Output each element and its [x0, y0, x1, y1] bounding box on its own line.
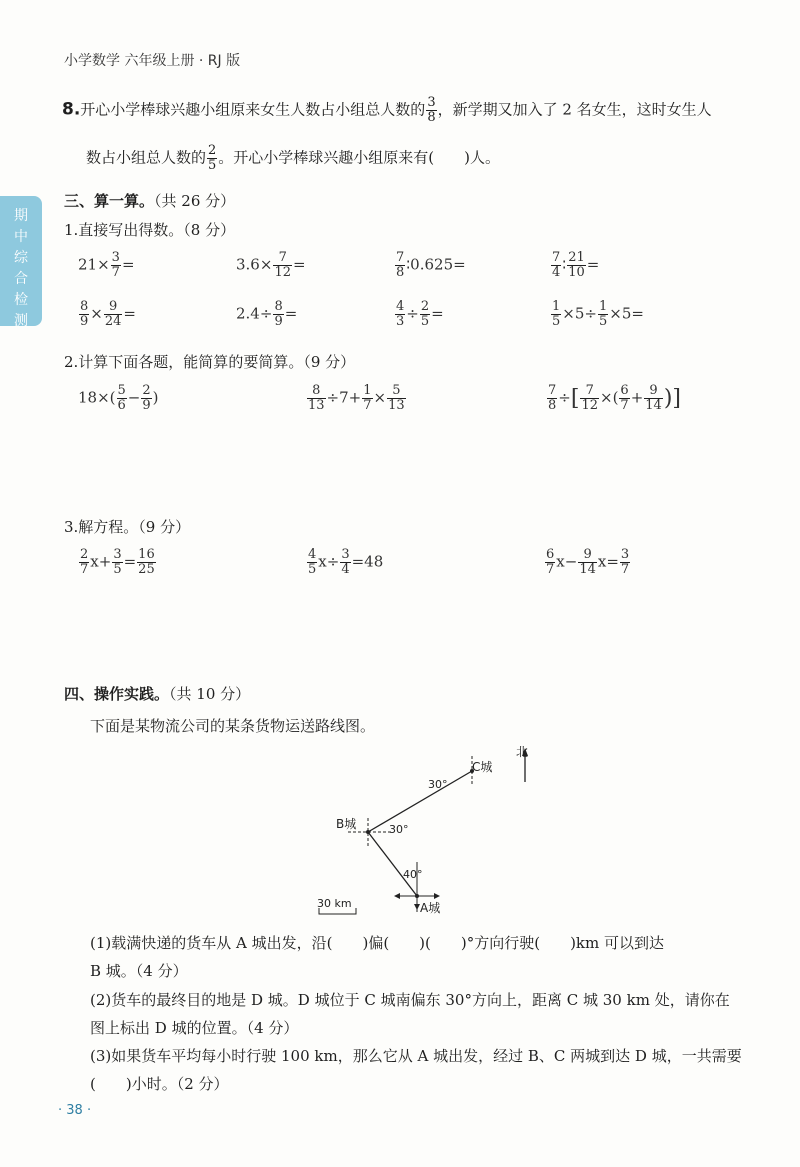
scale-label: 30 km — [317, 897, 352, 910]
expression: $\frac{1}{5}$ ×5÷ $\frac{1}{5}$ ×5= — [552, 299, 644, 329]
expression: $\frac{8}{9}$ × $\frac{9}{24}$ = — [80, 299, 136, 329]
part-3-title: 3.解方程。（9 分） — [64, 518, 191, 536]
subquestion-2-line1: (2)货车的最终目的地是 D 城。D 城位于 C 城南偏东 30°方向上，距离 C 城 30 km 处，请你在 — [90, 991, 730, 1009]
question-text: 数占小组总人数的 — [86, 148, 207, 167]
section-title: 三、算一算。 — [64, 192, 155, 210]
subquestion-1-line1: (1)载满快递的货车从 A 城出发，沿( )偏( )( )°方向行驶( )km 可以到达 — [90, 934, 665, 952]
expression: 21× $\frac{3}{7}$ = — [78, 250, 135, 280]
expression: 3.6× $\frac{7}{12}$ = — [236, 250, 306, 280]
expression: $\frac{7}{4}$ ∶ $\frac{21}{10}$ = — [552, 250, 600, 280]
expression: 18×( $\frac{5}{6}$ − $\frac{2}{9}$ ) — [78, 383, 159, 413]
a-east-arrow — [434, 893, 440, 899]
expression: $\frac{7}{8}$ ÷[ $\frac{7}{12}$ ×( $\frac{6}{7}$ + $\frac{9}{14}$ )] — [548, 383, 681, 413]
question-text: 。开心小学棒球兴趣小组原来有( )人。 — [218, 148, 501, 167]
city-a-label: A城 — [420, 901, 441, 915]
a-west-arrow — [394, 893, 400, 899]
route-a-b — [368, 832, 417, 896]
section-score: （共 10 分） — [169, 685, 251, 703]
section-title: 四、操作实践。 — [64, 685, 170, 703]
part-1-title: 1.直接写出得数。（8 分） — [64, 221, 236, 239]
question-text: ，新学期又加入了 2 名女生，这时女生人 — [437, 100, 712, 119]
side-tab — [0, 196, 42, 329]
expression: $\frac{8}{13}$ ÷7+ $\frac{1}{7}$ × $\frac{5}{13}$ — [308, 383, 405, 413]
subquestion-2-line2: 图上标出 D 城的位置。（4 分） — [90, 1019, 299, 1037]
fraction: $\frac{3}{8}$ — [427, 95, 436, 125]
fraction: $\frac{2}{5}$ — [208, 143, 217, 173]
city-b-label: B城 — [336, 817, 357, 831]
angle-b-label: 30° — [389, 823, 409, 836]
equation: $\frac{2}{7}$ x+ $\frac{3}{5}$ = $\frac{16}{25}$ — [80, 547, 155, 577]
question-number: 8. — [62, 99, 81, 120]
subquestion-1-line2: B 城。（4 分） — [90, 962, 188, 980]
page-header: 小学数学 六年级上册 · RJ 版 — [64, 53, 241, 69]
section-4-heading — [64, 683, 250, 704]
route-b-c — [368, 771, 472, 832]
part-2-title: 2.计算下面各题，能简算的要简算。（9 分） — [64, 353, 356, 371]
expression: $\frac{4}{3}$ ÷ $\frac{2}{5}$ = — [396, 299, 444, 329]
subquestion-3-line2: ( )小时。（2 分） — [90, 1075, 229, 1093]
angle-c-label: 30° — [428, 778, 448, 791]
equation: $\frac{6}{7}$ x− $\frac{9}{14}$ x= $\frac{3}{7}$ — [546, 547, 630, 577]
question-8-line2 — [86, 144, 500, 173]
expression: 2.4÷ $\frac{8}{9}$ = — [236, 299, 298, 329]
section-4-intro: 下面是某物流公司的某条货物运送路线图。 — [90, 717, 376, 735]
question-8-line1 — [62, 96, 712, 125]
angle-a-label: 40° — [403, 868, 423, 881]
city-c-label: C城 — [472, 760, 493, 774]
section-3-heading — [64, 190, 235, 211]
equation: $\frac{4}{5}$ x÷ $\frac{3}{4}$ =48 — [308, 547, 384, 577]
north-label: 北 — [516, 745, 529, 759]
expression: $\frac{7}{8}$ ∶0.625= — [396, 250, 466, 280]
section-score: （共 26 分） — [154, 192, 236, 210]
subquestion-3-line1: (3)如果货车平均每小时行驶 100 km，那么它从 A 城出发，经过 B、C 两城到达 D 城，一共需要 — [90, 1047, 742, 1065]
question-text: 开心小学棒球兴趣小组原来女生人数占小组总人数的 — [80, 100, 426, 119]
page-number: · 38 · — [58, 1103, 92, 1118]
city-a-point — [415, 894, 419, 898]
route-diagram — [300, 740, 540, 920]
side-tab-label: 期中综合检测 — [14, 208, 28, 329]
